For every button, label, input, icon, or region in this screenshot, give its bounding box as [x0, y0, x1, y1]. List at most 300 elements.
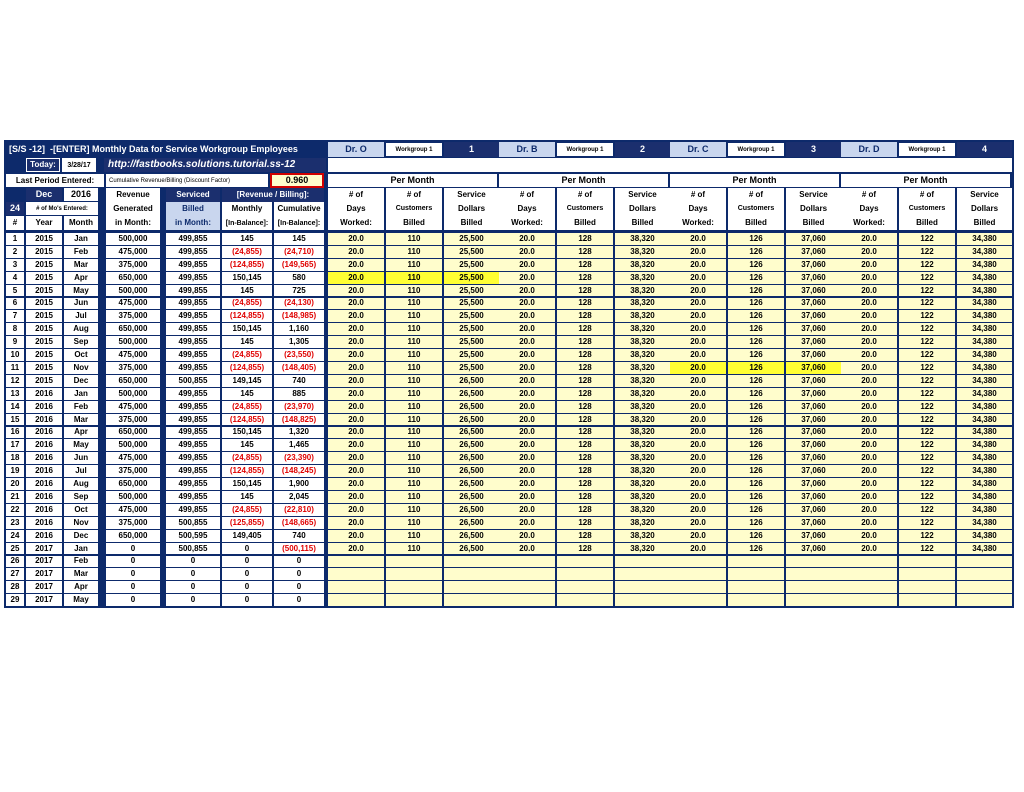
days-worked-cell[interactable]: 20.0 — [499, 414, 555, 426]
revenue-cell[interactable]: 375,000 — [106, 259, 160, 271]
service-dollars-cell[interactable]: 37,060 — [786, 285, 841, 297]
days-worked-cell[interactable] — [670, 594, 726, 606]
days-worked-cell[interactable]: 20.0 — [328, 336, 384, 348]
days-worked-cell[interactable]: 20.0 — [499, 259, 555, 271]
days-worked-cell[interactable]: 20.0 — [328, 439, 384, 451]
service-dollars-cell[interactable]: 37,060 — [786, 465, 841, 477]
customers-billed-cell[interactable]: 126 — [728, 336, 784, 348]
days-worked-cell[interactable] — [328, 568, 384, 580]
customers-billed-cell[interactable]: 110 — [386, 504, 442, 516]
service-dollars-cell[interactable]: 26,500 — [444, 375, 499, 387]
days-worked-cell[interactable]: 20.0 — [670, 439, 726, 451]
revenue-cell[interactable]: 650,000 — [106, 375, 160, 387]
days-worked-cell[interactable]: 20.0 — [328, 517, 384, 529]
days-worked-cell[interactable]: 20.0 — [841, 530, 897, 542]
service-dollars-cell[interactable]: 37,060 — [786, 362, 841, 374]
customers-billed-cell[interactable]: 126 — [728, 478, 784, 490]
days-worked-cell[interactable]: 20.0 — [328, 272, 384, 284]
customers-billed-cell[interactable]: 126 — [728, 349, 784, 361]
customers-billed-cell[interactable]: 126 — [728, 517, 784, 529]
days-worked-cell[interactable]: 20.0 — [499, 452, 555, 464]
days-worked-cell[interactable]: 20.0 — [841, 349, 897, 361]
customers-billed-cell[interactable]: 128 — [557, 452, 613, 464]
customers-billed-cell[interactable]: 128 — [557, 427, 613, 439]
days-worked-cell[interactable]: 20.0 — [328, 298, 384, 310]
days-worked-cell[interactable]: 20.0 — [670, 465, 726, 477]
days-worked-cell[interactable]: 20.0 — [670, 233, 726, 245]
service-dollars-cell[interactable]: 38,320 — [615, 388, 670, 400]
customers-billed-cell[interactable] — [728, 581, 784, 593]
customers-billed-cell[interactable] — [557, 581, 613, 593]
service-dollars-cell[interactable]: 34,380 — [957, 233, 1012, 245]
revenue-cell[interactable]: 0 — [106, 594, 160, 606]
tutorial-url[interactable]: http://fastbooks.solutions.tutorial.ss-12 — [104, 158, 326, 172]
service-dollars-cell[interactable]: 34,380 — [957, 310, 1012, 322]
days-worked-cell[interactable]: 20.0 — [841, 388, 897, 400]
days-worked-cell[interactable]: 20.0 — [499, 336, 555, 348]
service-dollars-cell[interactable]: 38,320 — [615, 336, 670, 348]
customers-billed-cell[interactable]: 122 — [899, 375, 955, 387]
days-worked-cell[interactable]: 20.0 — [670, 452, 726, 464]
service-dollars-cell[interactable]: 26,500 — [444, 465, 499, 477]
customers-billed-cell[interactable] — [557, 568, 613, 580]
service-dollars-cell[interactable]: 34,380 — [957, 427, 1012, 439]
service-dollars-cell[interactable]: 34,380 — [957, 517, 1012, 529]
customers-billed-cell[interactable]: 128 — [557, 543, 613, 555]
service-dollars-cell[interactable] — [786, 594, 841, 606]
customers-billed-cell[interactable]: 128 — [557, 336, 613, 348]
service-dollars-cell[interactable]: 25,500 — [444, 233, 499, 245]
service-dollars-cell[interactable]: 37,060 — [786, 491, 841, 503]
days-worked-cell[interactable]: 20.0 — [328, 401, 384, 413]
customers-billed-cell[interactable]: 110 — [386, 414, 442, 426]
days-worked-cell[interactable]: 20.0 — [670, 272, 726, 284]
service-dollars-cell[interactable]: 25,500 — [444, 285, 499, 297]
customers-billed-cell[interactable] — [728, 594, 784, 606]
customers-billed-cell[interactable] — [386, 594, 442, 606]
service-dollars-cell[interactable]: 34,380 — [957, 401, 1012, 413]
service-dollars-cell[interactable]: 25,500 — [444, 310, 499, 322]
customers-billed-cell[interactable]: 128 — [557, 414, 613, 426]
service-dollars-cell[interactable]: 25,500 — [444, 362, 499, 374]
customers-billed-cell[interactable]: 128 — [557, 491, 613, 503]
customers-billed-cell[interactable]: 110 — [386, 388, 442, 400]
customers-billed-cell[interactable] — [386, 581, 442, 593]
customers-billed-cell[interactable]: 110 — [386, 246, 442, 258]
service-dollars-cell[interactable]: 37,060 — [786, 543, 841, 555]
customers-billed-cell[interactable]: 122 — [899, 298, 955, 310]
days-worked-cell[interactable]: 20.0 — [499, 401, 555, 413]
service-dollars-cell[interactable]: 25,500 — [444, 349, 499, 361]
days-worked-cell[interactable]: 20.0 — [841, 439, 897, 451]
doctor-workgroup[interactable]: Workgroup 1 — [899, 143, 955, 156]
days-worked-cell[interactable]: 20.0 — [499, 246, 555, 258]
service-dollars-cell[interactable]: 34,380 — [957, 298, 1012, 310]
service-dollars-cell[interactable]: 38,320 — [615, 298, 670, 310]
service-dollars-cell[interactable]: 34,380 — [957, 285, 1012, 297]
service-dollars-cell[interactable]: 38,320 — [615, 259, 670, 271]
service-dollars-cell[interactable]: 26,500 — [444, 478, 499, 490]
days-worked-cell[interactable]: 20.0 — [841, 259, 897, 271]
service-dollars-cell[interactable]: 37,060 — [786, 233, 841, 245]
days-worked-cell[interactable]: 20.0 — [841, 233, 897, 245]
days-worked-cell[interactable]: 20.0 — [499, 388, 555, 400]
service-dollars-cell[interactable]: 26,500 — [444, 427, 499, 439]
service-dollars-cell[interactable]: 38,320 — [615, 272, 670, 284]
service-dollars-cell[interactable]: 34,380 — [957, 336, 1012, 348]
days-worked-cell[interactable]: 20.0 — [499, 517, 555, 529]
revenue-cell[interactable]: 375,000 — [106, 465, 160, 477]
customers-billed-cell[interactable]: 126 — [728, 414, 784, 426]
days-worked-cell[interactable]: 20.0 — [328, 388, 384, 400]
customers-billed-cell[interactable]: 128 — [557, 323, 613, 335]
days-worked-cell[interactable]: 20.0 — [328, 259, 384, 271]
days-worked-cell[interactable] — [499, 594, 555, 606]
revenue-cell[interactable]: 650,000 — [106, 478, 160, 490]
customers-billed-cell[interactable]: 110 — [386, 323, 442, 335]
service-dollars-cell[interactable]: 34,380 — [957, 530, 1012, 542]
revenue-cell[interactable]: 650,000 — [106, 530, 160, 542]
days-worked-cell[interactable]: 20.0 — [328, 375, 384, 387]
revenue-cell[interactable]: 475,000 — [106, 452, 160, 464]
days-worked-cell[interactable] — [499, 581, 555, 593]
customers-billed-cell[interactable]: 126 — [728, 272, 784, 284]
customers-billed-cell[interactable]: 128 — [557, 349, 613, 361]
service-dollars-cell[interactable] — [615, 556, 670, 568]
days-worked-cell[interactable]: 20.0 — [670, 362, 726, 374]
customers-billed-cell[interactable]: 128 — [557, 233, 613, 245]
revenue-cell[interactable]: 500,000 — [106, 336, 160, 348]
service-dollars-cell[interactable]: 38,320 — [615, 530, 670, 542]
service-dollars-cell[interactable]: 38,320 — [615, 362, 670, 374]
customers-billed-cell[interactable]: 126 — [728, 452, 784, 464]
days-worked-cell[interactable] — [670, 581, 726, 593]
customers-billed-cell[interactable] — [557, 556, 613, 568]
customers-billed-cell[interactable]: 122 — [899, 272, 955, 284]
days-worked-cell[interactable]: 20.0 — [670, 491, 726, 503]
days-worked-cell[interactable]: 20.0 — [841, 362, 897, 374]
customers-billed-cell[interactable]: 126 — [728, 401, 784, 413]
customers-billed-cell[interactable]: 110 — [386, 465, 442, 477]
days-worked-cell[interactable]: 20.0 — [328, 285, 384, 297]
service-dollars-cell[interactable]: 38,320 — [615, 504, 670, 516]
service-dollars-cell[interactable]: 37,060 — [786, 298, 841, 310]
service-dollars-cell[interactable]: 37,060 — [786, 323, 841, 335]
customers-billed-cell[interactable]: 110 — [386, 259, 442, 271]
service-dollars-cell[interactable]: 37,060 — [786, 246, 841, 258]
service-dollars-cell[interactable]: 37,060 — [786, 478, 841, 490]
days-worked-cell[interactable] — [841, 581, 897, 593]
days-worked-cell[interactable]: 20.0 — [670, 298, 726, 310]
service-dollars-cell[interactable] — [786, 568, 841, 580]
customers-billed-cell[interactable]: 126 — [728, 233, 784, 245]
service-dollars-cell[interactable]: 26,500 — [444, 388, 499, 400]
customers-billed-cell[interactable]: 126 — [728, 427, 784, 439]
customers-billed-cell[interactable]: 128 — [557, 439, 613, 451]
service-dollars-cell[interactable]: 25,500 — [444, 298, 499, 310]
customers-billed-cell[interactable]: 126 — [728, 246, 784, 258]
service-dollars-cell[interactable]: 25,500 — [444, 259, 499, 271]
days-worked-cell[interactable]: 20.0 — [499, 465, 555, 477]
customers-billed-cell[interactable] — [899, 581, 955, 593]
days-worked-cell[interactable]: 20.0 — [670, 427, 726, 439]
customers-billed-cell[interactable]: 110 — [386, 491, 442, 503]
days-worked-cell[interactable]: 20.0 — [499, 272, 555, 284]
today-date[interactable]: 3/28/17 — [62, 158, 96, 172]
days-worked-cell[interactable]: 20.0 — [670, 349, 726, 361]
customers-billed-cell[interactable]: 110 — [386, 530, 442, 542]
service-dollars-cell[interactable]: 37,060 — [786, 375, 841, 387]
service-dollars-cell[interactable]: 38,320 — [615, 517, 670, 529]
service-dollars-cell[interactable]: 34,380 — [957, 543, 1012, 555]
service-dollars-cell[interactable]: 38,320 — [615, 439, 670, 451]
customers-billed-cell[interactable]: 126 — [728, 543, 784, 555]
customers-billed-cell[interactable]: 128 — [557, 517, 613, 529]
days-worked-cell[interactable]: 20.0 — [670, 414, 726, 426]
last-period-year[interactable]: 2016 — [64, 188, 98, 201]
customers-billed-cell[interactable]: 110 — [386, 349, 442, 361]
service-dollars-cell[interactable]: 26,500 — [444, 439, 499, 451]
revenue-cell[interactable]: 0 — [106, 581, 160, 593]
customers-billed-cell[interactable]: 110 — [386, 543, 442, 555]
revenue-cell[interactable]: 650,000 — [106, 272, 160, 284]
days-worked-cell[interactable]: 20.0 — [328, 478, 384, 490]
customers-billed-cell[interactable]: 128 — [557, 401, 613, 413]
customers-billed-cell[interactable] — [728, 556, 784, 568]
service-dollars-cell[interactable]: 25,500 — [444, 246, 499, 258]
days-worked-cell[interactable]: 20.0 — [499, 491, 555, 503]
discount-factor-value[interactable]: 0.960 — [270, 173, 324, 188]
doctor-workgroup[interactable]: Workgroup 1 — [557, 143, 613, 156]
days-worked-cell[interactable]: 20.0 — [841, 285, 897, 297]
days-worked-cell[interactable]: 20.0 — [670, 323, 726, 335]
service-dollars-cell[interactable] — [444, 581, 499, 593]
days-worked-cell[interactable]: 20.0 — [499, 323, 555, 335]
days-worked-cell[interactable]: 20.0 — [841, 543, 897, 555]
days-worked-cell[interactable]: 20.0 — [499, 310, 555, 322]
service-dollars-cell[interactable]: 34,380 — [957, 414, 1012, 426]
customers-billed-cell[interactable] — [899, 556, 955, 568]
service-dollars-cell[interactable]: 26,500 — [444, 530, 499, 542]
days-worked-cell[interactable]: 20.0 — [328, 233, 384, 245]
revenue-cell[interactable]: 500,000 — [106, 439, 160, 451]
customers-billed-cell[interactable]: 122 — [899, 427, 955, 439]
service-dollars-cell[interactable]: 38,320 — [615, 465, 670, 477]
doctor-workgroup[interactable]: Workgroup 1 — [728, 143, 784, 156]
customers-billed-cell[interactable]: 122 — [899, 452, 955, 464]
customers-billed-cell[interactable]: 128 — [557, 375, 613, 387]
service-dollars-cell[interactable] — [957, 581, 1012, 593]
service-dollars-cell[interactable]: 37,060 — [786, 439, 841, 451]
customers-billed-cell[interactable]: 128 — [557, 285, 613, 297]
customers-billed-cell[interactable]: 122 — [899, 465, 955, 477]
customers-billed-cell[interactable]: 110 — [386, 452, 442, 464]
service-dollars-cell[interactable]: 37,060 — [786, 517, 841, 529]
customers-billed-cell[interactable]: 110 — [386, 517, 442, 529]
days-worked-cell[interactable]: 20.0 — [499, 298, 555, 310]
days-worked-cell[interactable] — [328, 556, 384, 568]
days-worked-cell[interactable]: 20.0 — [328, 362, 384, 374]
days-worked-cell[interactable]: 20.0 — [328, 310, 384, 322]
service-dollars-cell[interactable]: 38,320 — [615, 491, 670, 503]
service-dollars-cell[interactable]: 34,380 — [957, 439, 1012, 451]
days-worked-cell[interactable]: 20.0 — [841, 323, 897, 335]
service-dollars-cell[interactable]: 37,060 — [786, 427, 841, 439]
days-worked-cell[interactable]: 20.0 — [328, 465, 384, 477]
days-worked-cell[interactable] — [499, 568, 555, 580]
service-dollars-cell[interactable] — [786, 556, 841, 568]
service-dollars-cell[interactable]: 34,380 — [957, 259, 1012, 271]
service-dollars-cell[interactable]: 34,380 — [957, 388, 1012, 400]
customers-billed-cell[interactable]: 122 — [899, 336, 955, 348]
customers-billed-cell[interactable]: 122 — [899, 246, 955, 258]
service-dollars-cell[interactable]: 34,380 — [957, 478, 1012, 490]
service-dollars-cell[interactable]: 38,320 — [615, 375, 670, 387]
customers-billed-cell[interactable]: 110 — [386, 233, 442, 245]
customers-billed-cell[interactable]: 126 — [728, 285, 784, 297]
days-worked-cell[interactable]: 20.0 — [499, 478, 555, 490]
customers-billed-cell[interactable]: 126 — [728, 298, 784, 310]
days-worked-cell[interactable]: 20.0 — [670, 543, 726, 555]
days-worked-cell[interactable]: 20.0 — [499, 285, 555, 297]
days-worked-cell[interactable]: 20.0 — [499, 362, 555, 374]
days-worked-cell[interactable]: 20.0 — [670, 530, 726, 542]
customers-billed-cell[interactable]: 122 — [899, 478, 955, 490]
service-dollars-cell[interactable]: 26,500 — [444, 517, 499, 529]
days-worked-cell[interactable]: 20.0 — [328, 504, 384, 516]
days-worked-cell[interactable] — [841, 594, 897, 606]
days-worked-cell[interactable]: 20.0 — [499, 375, 555, 387]
days-worked-cell[interactable]: 20.0 — [328, 452, 384, 464]
customers-billed-cell[interactable]: 110 — [386, 478, 442, 490]
revenue-cell[interactable]: 0 — [106, 568, 160, 580]
days-worked-cell[interactable] — [841, 556, 897, 568]
days-worked-cell[interactable] — [670, 568, 726, 580]
days-worked-cell[interactable]: 20.0 — [670, 246, 726, 258]
service-dollars-cell[interactable]: 37,060 — [786, 388, 841, 400]
customers-billed-cell[interactable]: 122 — [899, 414, 955, 426]
revenue-cell[interactable]: 650,000 — [106, 323, 160, 335]
days-worked-cell[interactable] — [670, 556, 726, 568]
service-dollars-cell[interactable]: 37,060 — [786, 452, 841, 464]
revenue-cell[interactable]: 0 — [106, 556, 160, 568]
days-worked-cell[interactable]: 20.0 — [670, 285, 726, 297]
days-worked-cell[interactable]: 20.0 — [841, 517, 897, 529]
days-worked-cell[interactable] — [499, 556, 555, 568]
days-worked-cell[interactable]: 20.0 — [841, 310, 897, 322]
service-dollars-cell[interactable] — [444, 556, 499, 568]
days-worked-cell[interactable]: 20.0 — [841, 504, 897, 516]
service-dollars-cell[interactable] — [957, 556, 1012, 568]
service-dollars-cell[interactable] — [957, 594, 1012, 606]
revenue-cell[interactable]: 475,000 — [106, 246, 160, 258]
days-worked-cell[interactable]: 20.0 — [670, 517, 726, 529]
service-dollars-cell[interactable]: 25,500 — [444, 272, 499, 284]
service-dollars-cell[interactable]: 38,320 — [615, 246, 670, 258]
service-dollars-cell[interactable]: 37,060 — [786, 530, 841, 542]
customers-billed-cell[interactable] — [899, 568, 955, 580]
days-worked-cell[interactable]: 20.0 — [841, 491, 897, 503]
revenue-cell[interactable]: 475,000 — [106, 401, 160, 413]
customers-billed-cell[interactable]: 126 — [728, 504, 784, 516]
customers-billed-cell[interactable]: 122 — [899, 504, 955, 516]
customers-billed-cell[interactable]: 126 — [728, 491, 784, 503]
service-dollars-cell[interactable]: 26,500 — [444, 543, 499, 555]
service-dollars-cell[interactable] — [444, 594, 499, 606]
days-worked-cell[interactable]: 20.0 — [499, 543, 555, 555]
service-dollars-cell[interactable]: 26,500 — [444, 414, 499, 426]
customers-billed-cell[interactable]: 122 — [899, 310, 955, 322]
days-worked-cell[interactable] — [328, 581, 384, 593]
service-dollars-cell[interactable]: 34,380 — [957, 246, 1012, 258]
service-dollars-cell[interactable]: 34,380 — [957, 452, 1012, 464]
service-dollars-cell[interactable]: 34,380 — [957, 375, 1012, 387]
service-dollars-cell[interactable]: 37,060 — [786, 414, 841, 426]
days-worked-cell[interactable]: 20.0 — [841, 298, 897, 310]
service-dollars-cell[interactable]: 26,500 — [444, 452, 499, 464]
customers-billed-cell[interactable]: 122 — [899, 439, 955, 451]
service-dollars-cell[interactable]: 38,320 — [615, 427, 670, 439]
service-dollars-cell[interactable] — [786, 581, 841, 593]
customers-billed-cell[interactable]: 126 — [728, 375, 784, 387]
service-dollars-cell[interactable]: 38,320 — [615, 478, 670, 490]
customers-billed-cell[interactable]: 122 — [899, 401, 955, 413]
service-dollars-cell[interactable]: 26,500 — [444, 504, 499, 516]
customers-billed-cell[interactable]: 128 — [557, 259, 613, 271]
days-worked-cell[interactable] — [841, 568, 897, 580]
days-worked-cell[interactable]: 20.0 — [841, 401, 897, 413]
customers-billed-cell[interactable] — [728, 568, 784, 580]
days-worked-cell[interactable]: 20.0 — [670, 504, 726, 516]
service-dollars-cell[interactable]: 37,060 — [786, 310, 841, 322]
days-worked-cell[interactable]: 20.0 — [841, 452, 897, 464]
customers-billed-cell[interactable]: 126 — [728, 388, 784, 400]
customers-billed-cell[interactable]: 110 — [386, 336, 442, 348]
service-dollars-cell[interactable]: 25,500 — [444, 336, 499, 348]
revenue-cell[interactable]: 500,000 — [106, 233, 160, 245]
service-dollars-cell[interactable]: 26,500 — [444, 401, 499, 413]
days-worked-cell[interactable]: 20.0 — [499, 349, 555, 361]
revenue-cell[interactable]: 475,000 — [106, 504, 160, 516]
days-worked-cell[interactable]: 20.0 — [328, 323, 384, 335]
customers-billed-cell[interactable]: 126 — [728, 465, 784, 477]
service-dollars-cell[interactable] — [957, 568, 1012, 580]
service-dollars-cell[interactable]: 38,320 — [615, 401, 670, 413]
service-dollars-cell[interactable]: 34,380 — [957, 465, 1012, 477]
revenue-cell[interactable]: 375,000 — [106, 414, 160, 426]
customers-billed-cell[interactable]: 110 — [386, 285, 442, 297]
customers-billed-cell[interactable]: 126 — [728, 310, 784, 322]
revenue-cell[interactable]: 500,000 — [106, 388, 160, 400]
days-worked-cell[interactable]: 20.0 — [841, 427, 897, 439]
revenue-cell[interactable]: 375,000 — [106, 517, 160, 529]
customers-billed-cell[interactable]: 110 — [386, 427, 442, 439]
service-dollars-cell[interactable]: 37,060 — [786, 259, 841, 271]
days-worked-cell[interactable]: 20.0 — [328, 491, 384, 503]
customers-billed-cell[interactable]: 128 — [557, 362, 613, 374]
service-dollars-cell[interactable]: 37,060 — [786, 349, 841, 361]
doctor-workgroup[interactable]: Workgroup 1 — [386, 143, 442, 156]
customers-billed-cell[interactable]: 128 — [557, 246, 613, 258]
customers-billed-cell[interactable] — [386, 568, 442, 580]
customers-billed-cell[interactable]: 126 — [728, 323, 784, 335]
days-worked-cell[interactable]: 20.0 — [670, 375, 726, 387]
customers-billed-cell[interactable] — [899, 594, 955, 606]
revenue-cell[interactable]: 0 — [106, 543, 160, 555]
days-worked-cell[interactable]: 20.0 — [328, 530, 384, 542]
customers-billed-cell[interactable] — [386, 556, 442, 568]
service-dollars-cell[interactable] — [444, 568, 499, 580]
